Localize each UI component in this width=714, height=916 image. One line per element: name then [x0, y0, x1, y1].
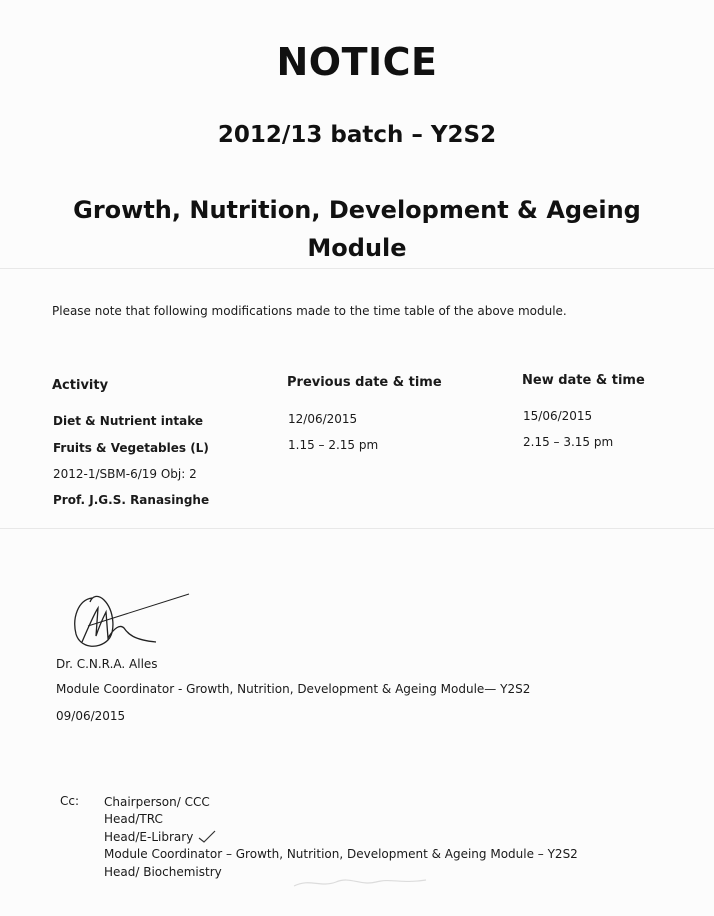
cc-recipient: Head/TRC [104, 812, 163, 827]
notice-title: NOTICE [276, 40, 438, 84]
cc-recipient: Head/ Biochemistry [104, 864, 222, 879]
new-date: 15/06/2015 [523, 409, 593, 423]
checkmark-icon [197, 830, 217, 844]
activity-lecturer: Prof. J.G.S. Ranasinghe [53, 493, 210, 507]
signatory-role: Module Coordinator - Growth, Nutrition, Development & Ageing Module— Y2S2 [56, 682, 531, 696]
column-header-previous: Previous date & time [287, 375, 442, 390]
cc-recipient-row [104, 829, 578, 846]
signatory-name: Dr. C.N.R.A. Alles [56, 657, 158, 671]
module-heading-line2: Module [307, 234, 407, 262]
previous-time: 1.15 – 2.15 pm [288, 438, 379, 452]
activity-title: Diet & Nutrient intake [53, 414, 204, 428]
batch-heading: 2012/13 batch – Y2S2 [217, 122, 497, 148]
previous-date: 12/06/2015 [288, 412, 358, 426]
new-time: 2.15 – 3.15 pm [523, 435, 614, 449]
bleed-through-scribble [290, 872, 430, 892]
signatory-date: 09/06/2015 [56, 709, 126, 723]
cc-recipient: Head/E-Library [104, 829, 194, 844]
cc-list [104, 794, 578, 881]
paper-fold-line [0, 268, 714, 269]
cc-recipient: Chairperson/ CCC [104, 795, 210, 809]
column-header-new: New date & time [522, 373, 645, 388]
cc-label: Cc: [60, 794, 80, 808]
activity-subtitle: Fruits & Vegetables (L) [53, 441, 209, 455]
intro-text: Please note that following modifications made to the time table of the above module. [52, 304, 567, 318]
signature-mark [64, 588, 194, 654]
module-heading-line1: Growth, Nutrition, Development & Ageing [73, 196, 641, 224]
activity-code: 2012-1/SBM-6/19 Obj: 2 [53, 467, 197, 481]
cc-recipient: Module Coordinator – Growth, Nutrition, Development & Ageing Module – Y2S2 [104, 847, 578, 862]
paper-fold-line [0, 528, 714, 529]
column-header-activity: Activity [52, 378, 109, 393]
